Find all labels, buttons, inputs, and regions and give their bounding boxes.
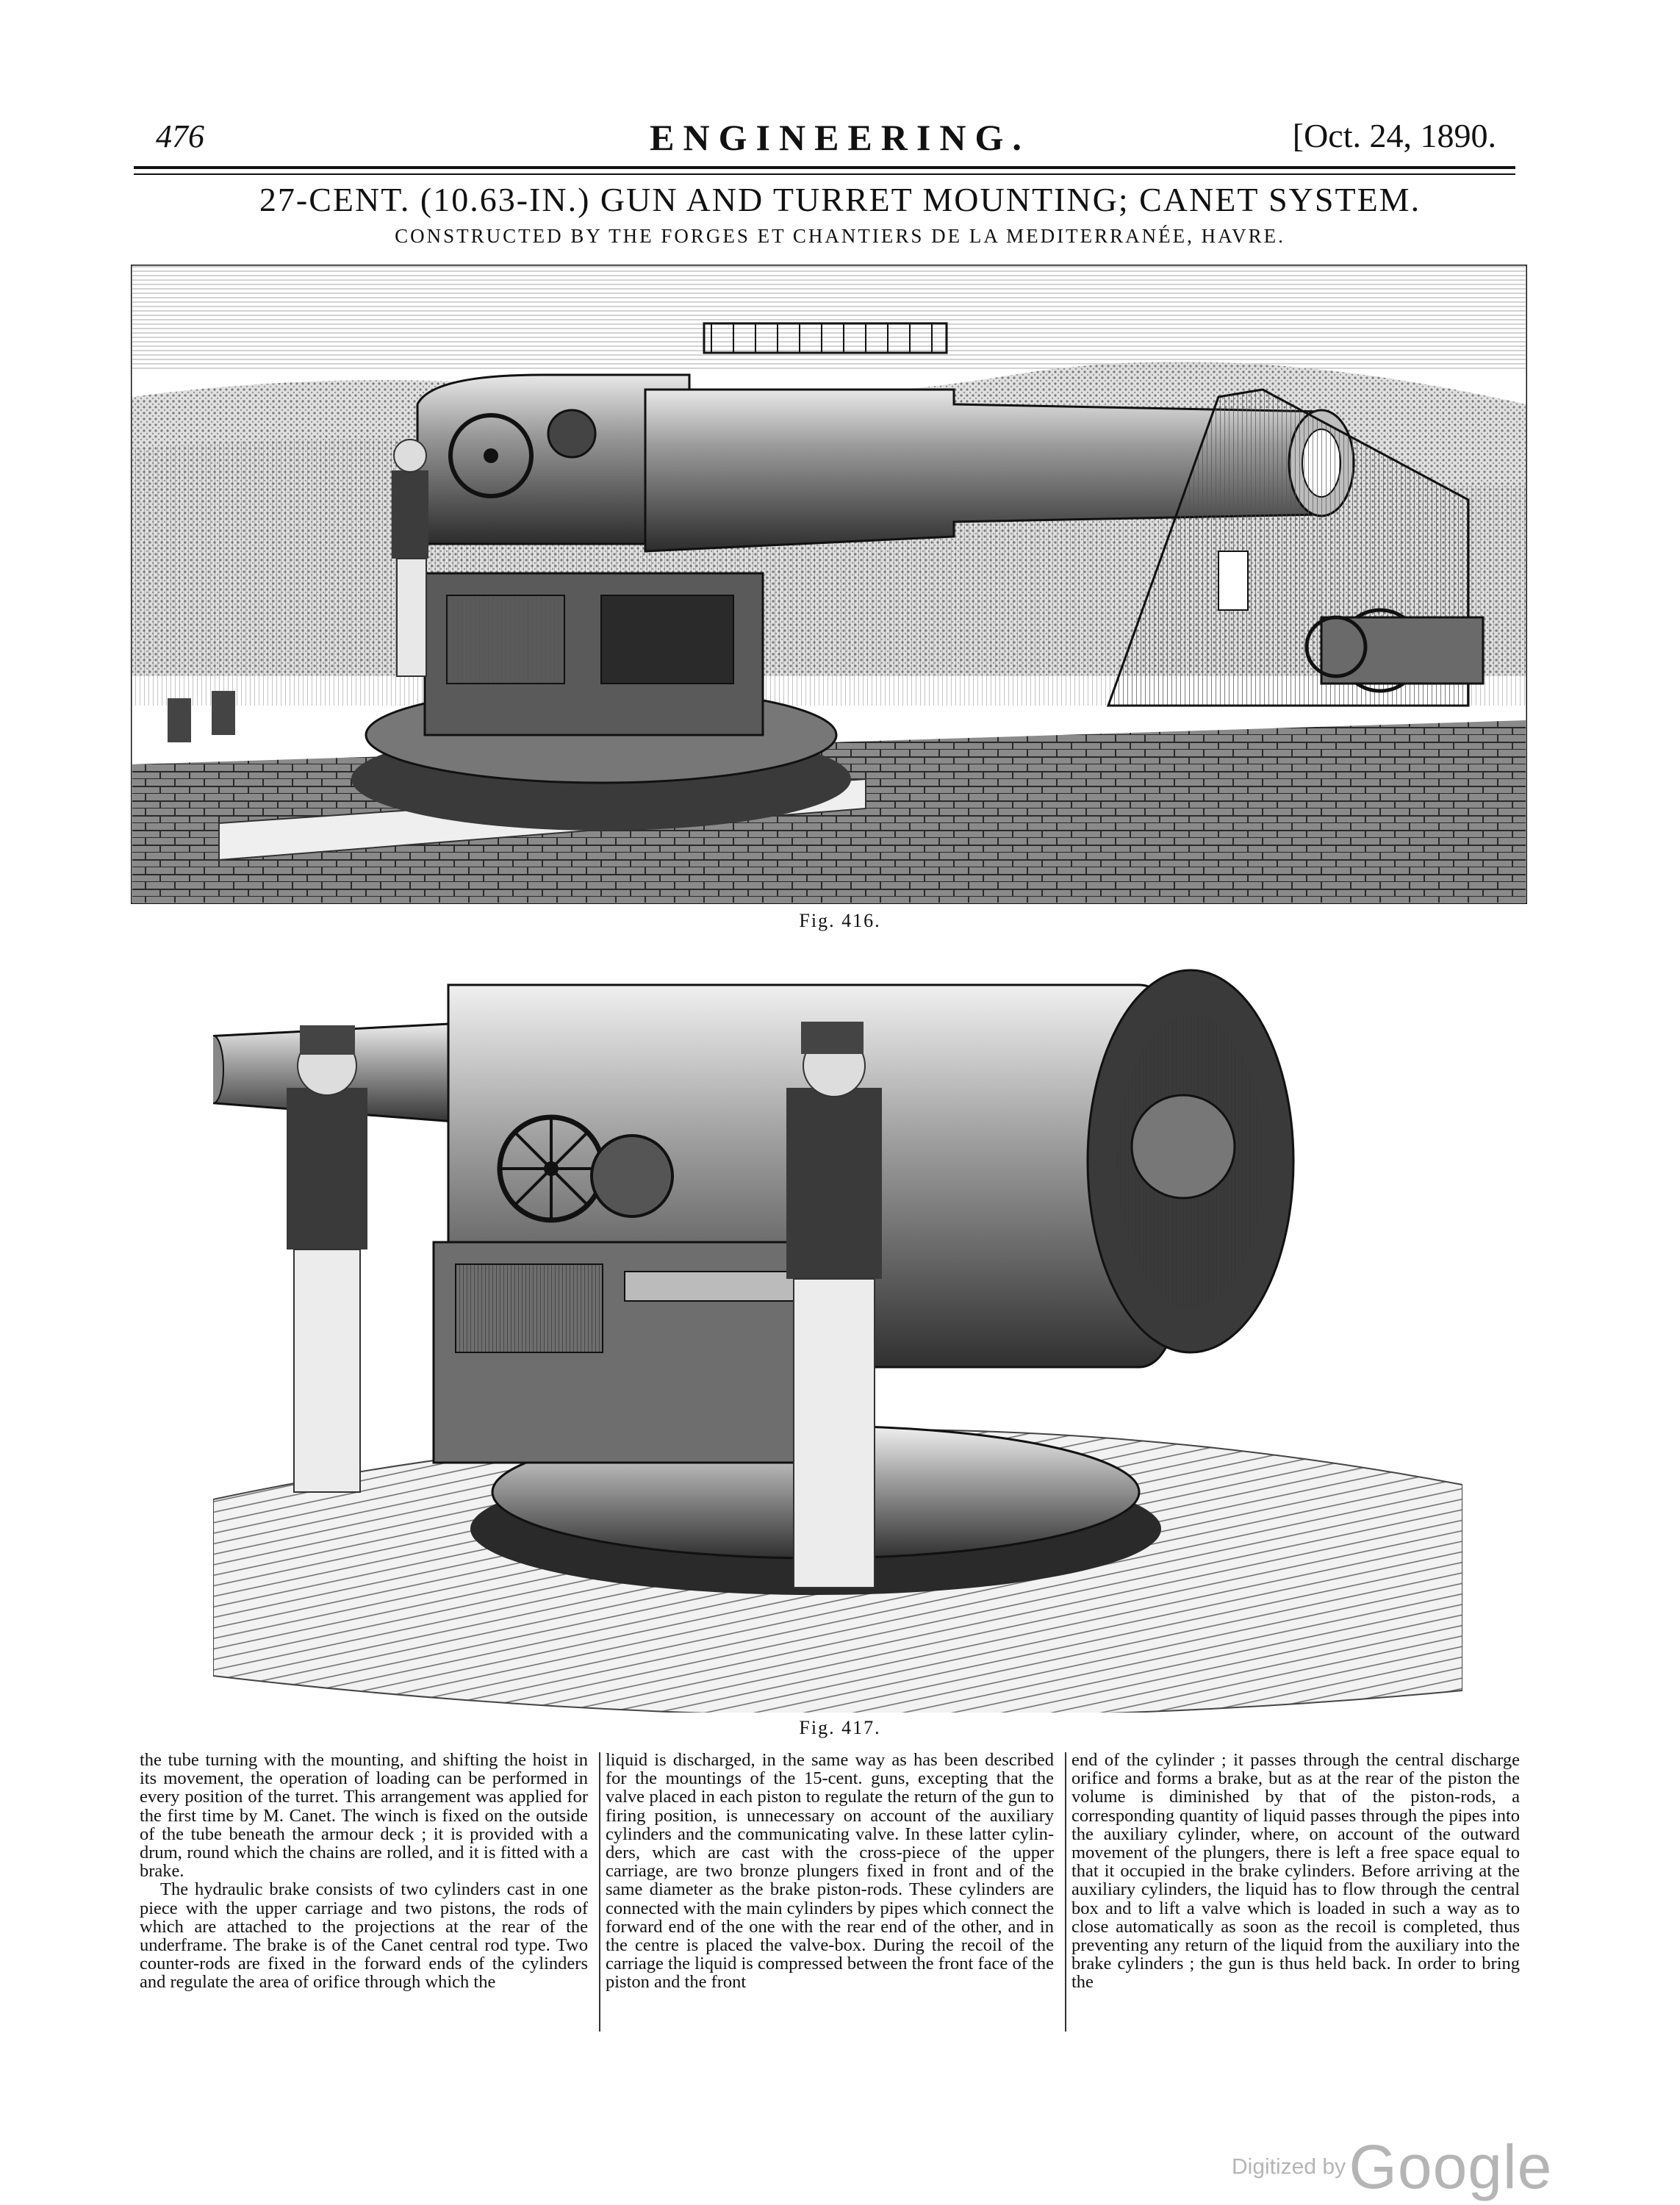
article-column-2 [606, 1751, 1054, 1992]
article-column-1 [140, 1751, 588, 1992]
article-subtitle: CONSTRUCTED BY THE FORGES ET CHANTIERS DE LA MEDITERRANÉE, HAVRE. [395, 225, 1285, 247]
article-title: 27-CENT. (10.63-IN.) GUN AND TURRET MOUNTING; CANET SYSTEM. [259, 181, 1421, 218]
watermark-brand: Google [1349, 2132, 1553, 2201]
header-rule-thin [134, 173, 1515, 175]
digitized-by-google-watermark [1232, 2132, 1552, 2203]
column-divider [1065, 1752, 1066, 2032]
journal-title: ENGINEERING. [650, 117, 1030, 158]
paragraph: liquid is discharged, in the same way as has been described for the mountings of the 15-cent. guns, excepting that the valve placed in each piston to regulate the return of the gun to firing position, is unnecessary on account of the auxiliary cylinders and the communicating valve. In these latter cylinders, which are cast with the cross-piece of the upper carriage, are two bronze plungers fixed in front and of the same diameter as the brake piston-rods. These cylinders are connected with the main cylinders by pipes which connect the forward end of the one with the rear end of the other, and in the centre is placed the valve-box. During the recoil of the carriage the liquid is compressed between the front face of the piston and the front [606, 1750, 1054, 1993]
paragraph: the tube turning with the mounting, and shifting the hoist in its movement, the operation of loading can be performed in every position of the turret. This arrangement was applied for the first time by M. Canet. The winch is fixed on the outside of the tube beneath the armour deck ; it is provided with a drum, round which the chains are rolled, and it is fitted with a brake. [140, 1750, 588, 1882]
figure-417-caption: Fig. 417. [799, 1717, 881, 1738]
column-divider [599, 1752, 600, 2032]
paragraph: The hydraulic brake consists of two cylinders cast in one piece with the upper carriage and two pistons, the rods of which are attached to the projections at the rear of the underframe. The brake is of the Canet central rod type. Two counter-rods are fixed in the forward ends of the cylinders and regulate the area of orifice through which the [140, 1879, 588, 1993]
page-number: 476 [156, 118, 204, 154]
paragraph: end of the cylinder ; it passes through the central discharge orifice and forms a brake, but as at the rear of the piston the volume is diminished by that of the piston-rods, a corresponding quantity of liquid passes through the pipes into the auxiliary cylinder, where, on account of the outward movement of the plungers, there is left a free space equal to that it occupied in the brake cylinders. Before arriving at the auxiliary cylinders, the liquid has to flow through the central box and to lift a valve which is loaded in such a way as to close automatically as soon as the recoil is completed, thus preventing any return of the liquid from the auxiliary into the brake cylinders ; the gun is thus held back. In order to bring the [1071, 1750, 1520, 1993]
article-column-3 [1071, 1751, 1520, 1992]
issue-date: [Oct. 24, 1890. [1292, 117, 1496, 154]
figure-416-gun-turret-engraving [131, 265, 1527, 904]
watermark-prefix: Digitized by [1232, 2154, 1346, 2179]
header-rule-thick [134, 166, 1515, 169]
figure-417-gun-mounting-engraving [213, 956, 1462, 1713]
figure-416-caption: Fig. 416. [799, 910, 881, 931]
